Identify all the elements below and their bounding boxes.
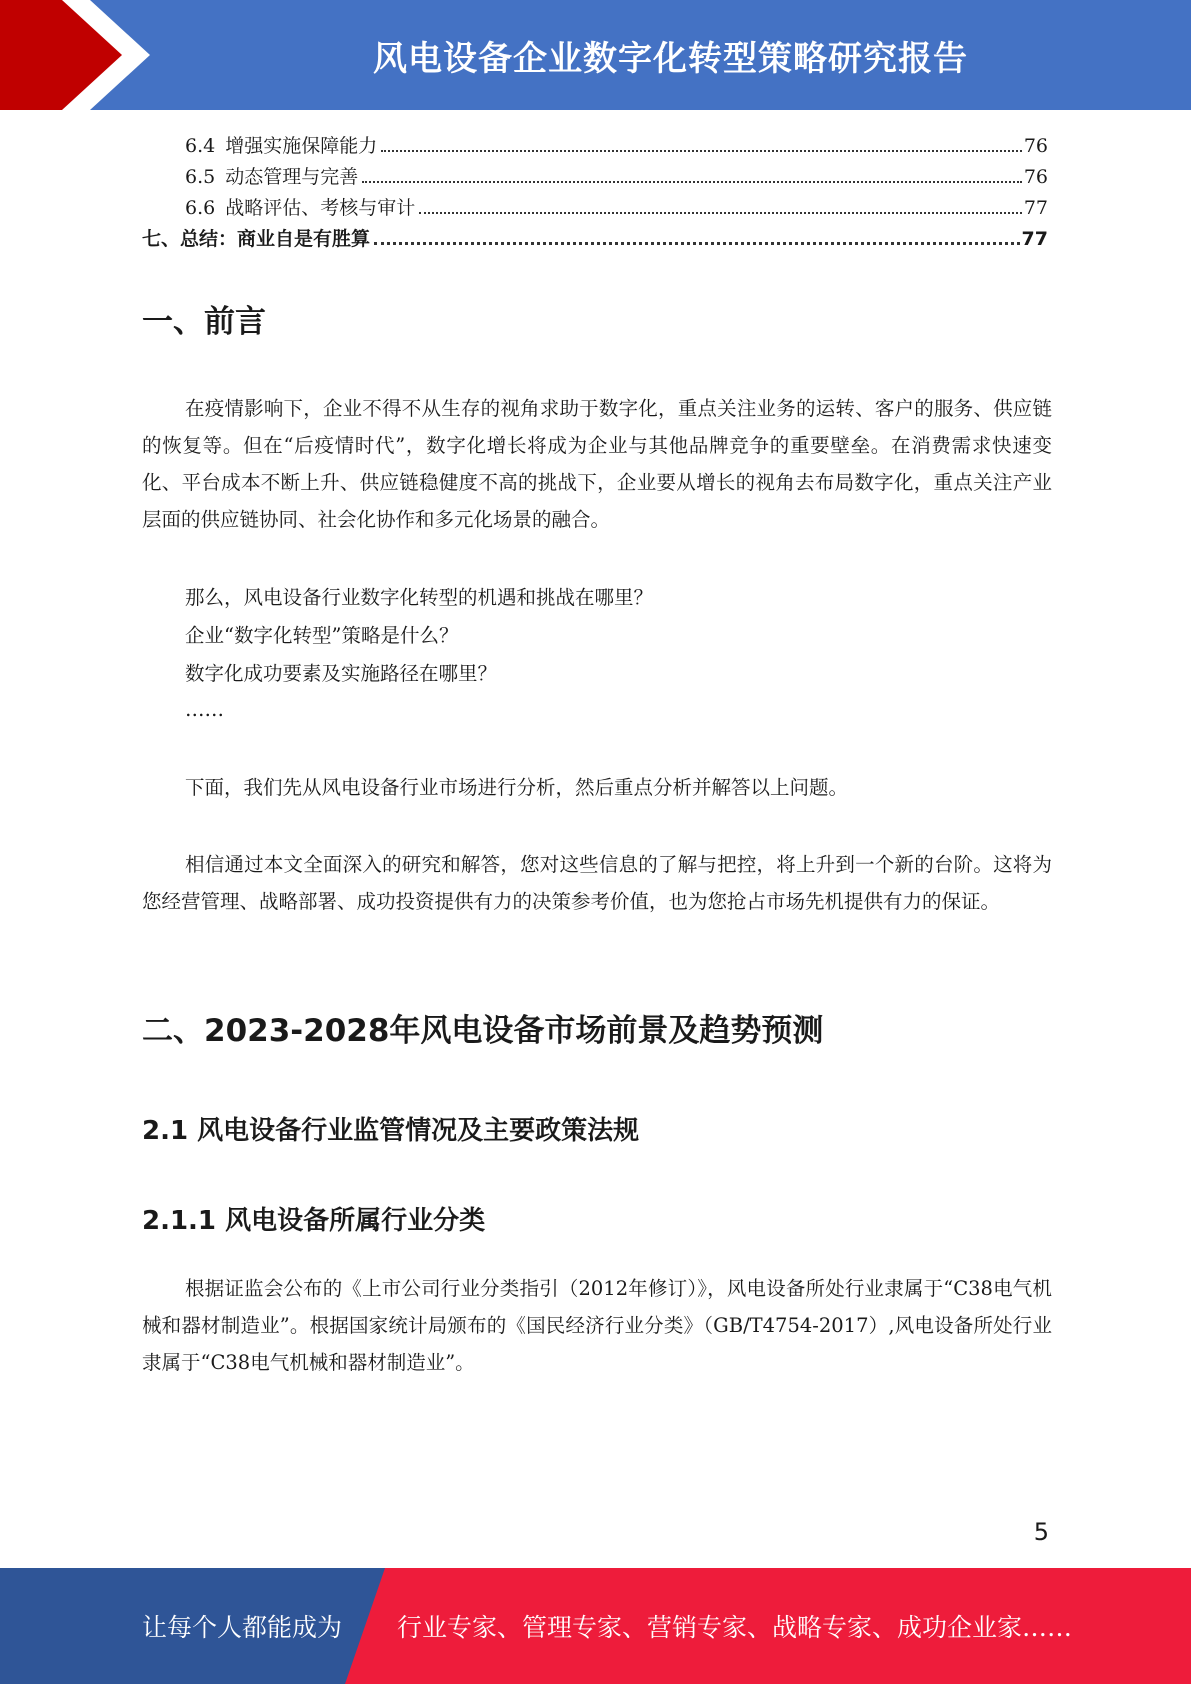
toc-title: 七、总结：商业自是有胜算 <box>142 228 371 250</box>
header-arrow-decoration <box>0 0 160 110</box>
toc-title: 增强实施保障能力 <box>225 135 378 157</box>
question-line: 数字化成功要素及实施路径在哪里？ <box>185 662 498 685</box>
footer-slogan-right: 行业专家、管理专家、营销专家、战略专家、成功企业家…… <box>397 1613 1073 1642</box>
preface-paragraph-3: 相信通过本文全面深入的研究和解答，您对这些信息的了解与把控，将上升到一个新的台阶。这将为您经营管理、战略部署、成功投资提供有力的决策参考价值，也为您抢占市场先机提供有力的保证。 <box>142 853 1052 913</box>
preface-paragraph-1: 在疫情影响下，企业不得不从生存的视角求助于数字化，重点关注业务的运转、客户的服务、供应链的恢复等。但在“后疫情时代”，数字化增长将成为企业与其他品牌竞争的重要壁垒。在消费需求快速变化、平台成本不断上升、供应链稳健度不高的挑战下，企业要从增长的视角去布局数字化，重点关注产业层面的供应链协同、社会化协作和多元化场景的融合。 <box>142 397 1052 531</box>
toc-dot-leader <box>374 242 1020 245</box>
toc-number: 6.4 <box>185 135 216 157</box>
page-number: 5 <box>1033 1518 1049 1546</box>
report-title: 风电设备企业数字化转型策略研究报告 <box>373 38 968 79</box>
toc-page-number: 76 <box>1023 166 1048 188</box>
toc-dot-leader <box>362 181 1022 183</box>
preface-paragraph-2: 下面，我们先从风电设备行业市场进行分析，然后重点分析并解答以上问题。 <box>185 776 849 799</box>
question-ellipsis: …… <box>185 698 224 721</box>
toc-dot-leader <box>419 212 1022 214</box>
page-header <box>0 0 1191 110</box>
toc-entry-chapter-7[interactable] <box>142 221 1048 251</box>
toc-entry-6-4[interactable] <box>142 128 1048 158</box>
question-line: 企业“数字化转型”策略是什么？ <box>185 624 459 647</box>
subsection-heading-2-1: 2.1 风电设备行业监管情况及主要政策法规 <box>142 1116 640 1146</box>
toc-page-number: 77 <box>1021 228 1048 250</box>
toc-dot-leader <box>381 150 1022 152</box>
toc-entry-6-6[interactable] <box>142 190 1048 220</box>
toc-number: 6.5 <box>185 166 216 188</box>
toc-title: 动态管理与完善 <box>225 166 359 188</box>
toc-page-number: 76 <box>1023 135 1048 157</box>
toc-page-number: 77 <box>1023 197 1048 219</box>
footer-slogan-left: 让每个人都能成为 <box>142 1613 343 1642</box>
section-heading-preface: 一、前言 <box>142 304 266 340</box>
page-footer <box>0 1568 1191 1684</box>
toc-title: 战略评估、考核与审计 <box>225 197 416 219</box>
subsection-heading-2-1-1: 2.1.1 风电设备所属行业分类 <box>142 1206 486 1236</box>
question-line: 那么，风电设备行业数字化转型的机遇和挑战在哪里？ <box>185 586 654 609</box>
toc-entry-6-5[interactable] <box>142 159 1048 189</box>
toc-number: 6.6 <box>185 197 216 219</box>
industry-classification-paragraph: 根据证监会公布的《上市公司行业分类指引（2012年修订）》，风电设备所处行业隶属于“C38电气机械和器材制造业”。根据国家统计局颁布的《国民经济行业分类》（GB/T4754-2017）,风电设备所处行业隶属于“C38电气机械和器材制造业”。 <box>142 1277 1052 1374</box>
section-heading-market-outlook: 二、2023-2028年风电设备市场前景及趋势预测 <box>142 1013 824 1049</box>
